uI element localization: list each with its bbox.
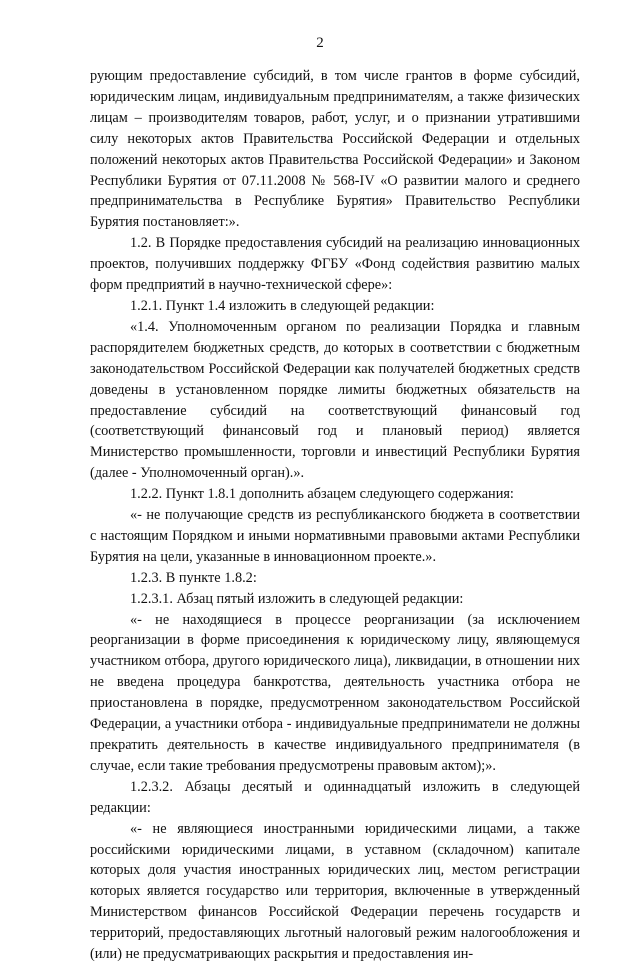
paragraph-1-8-1-quote: «- не получающие средств из республиканского бюджета в соответствии с настоящим Порядком и иными нормативными правовыми актами Республики Бурятия на цели, указанные в инновационном проекте.». bbox=[90, 507, 580, 565]
paragraph-1-2-3: 1.2.3. В пункте 1.8.2: bbox=[130, 569, 257, 586]
paragraph-1-2-3-1: 1.2.3.1. Абзац пятый изложить в следующей редакции: bbox=[130, 590, 464, 607]
page-number: 2 bbox=[316, 35, 324, 51]
paragraph-1-2-2: 1.2.2. Пункт 1.8.1 дополнить абзацем следующего содержания: bbox=[130, 486, 514, 503]
paragraph-1-4-quote: «1.4. Уполномоченным органом по реализации Порядка и главным распорядителем бюджетных средств, до которых в соответствии с бюджетным законодательством Российской Федерации как получателей бюджетных средств доведены в установленном порядке лимиты бюджетных обязательств на предоставление субсидий на соответствующий финансовый год (соответствующий финансовый год и плановый период) является Министерство промышленности, торговли и инвестиций Республики Бурятия (далее - Уполномоченный орган).». bbox=[90, 318, 580, 482]
document-body bbox=[90, 66, 580, 965]
paragraph-fifth-quote: «- не находящиеся в процессе реорганизации (за исключением реорганизации в форме присоединения к юридическому лицу, являющемуся участником отбора, другого юридического лица), ликвидации, в отношении них не введена процедура банкротства, деятельность участника отбора не приостановлена в порядке, предусмотренном законодательством Российской Федерации, а участники отбора - индивидуальные предприниматели не должны прекратить деятельность в качестве индивидуального предпринимателя (в случае, если такие требования предусмотрены правовым актом);». bbox=[90, 611, 580, 774]
paragraph-1-2-3-2: 1.2.3.2. Абзацы десятый и одиннадцатый изложить в следующей редакции: bbox=[90, 778, 580, 816]
paragraph-continuation: рующим предоставление субсидий, в том числе грантов в форме субсидий, юридическим лицам, индивидуальным предпринимателям, а также физических лицам – производителям товаров, работ, услуг, и о признании утратившими силу некоторых актов Правительства Российской Федерации и отдельных положений некоторых актов Правительства Российской Федерации» и Законом Республики Бурятия от 07.11.2008 № 568-IV «О развитии малого и среднего предпринимательства в Республике Бурятия» Правительство Республики Бурятия постановляет:». bbox=[90, 68, 580, 231]
paragraph-1-2-1: 1.2.1. Пункт 1.4 изложить в следующей редакции: bbox=[130, 297, 435, 314]
paragraph-tenth-quote: «- не являющиеся иностранными юридическими лицами, а также российскими юридическими лицами, в уставном (складочном) капитале которых доля участия иностранных юридических лиц, местом регистрации которых является государство или территория, включенные в утвержденный Министерством финансов Российской Федерации перечень государств и территорий, предоставляющих льготный налоговый режим налогообложения и (или) не предусматривающих раскрытия и предоставления ин- bbox=[90, 820, 580, 963]
paragraph-1-2: 1.2. В Порядке предоставления субсидий на реализацию инновационных проектов, получивших поддержку ФГБУ «Фонд содействия развитию малых форм предприятий в научно-технической сфере»: bbox=[90, 235, 580, 294]
